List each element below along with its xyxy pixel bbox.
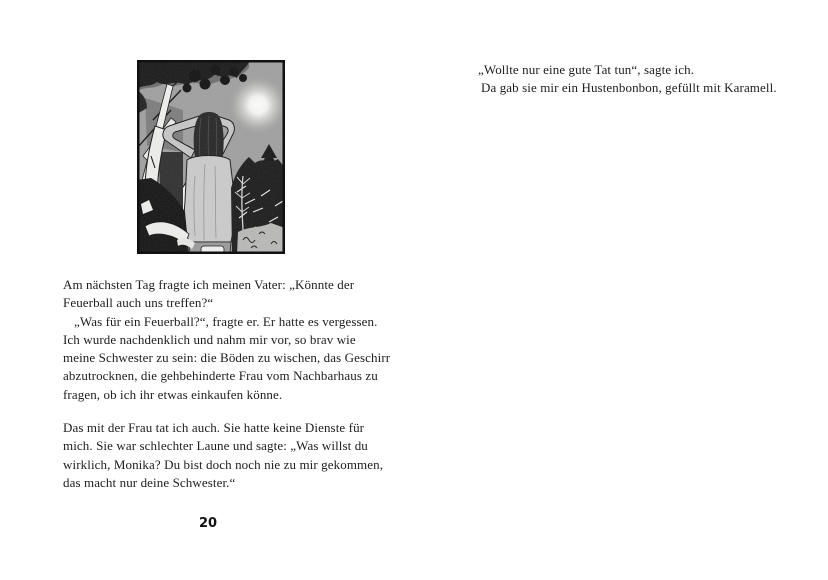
text-line: Da gab sie mir ein Hustenbonbon, gefüllt mit Karamell. [481, 80, 777, 96]
text-line: Das mit der Frau tat ich auch. Sie hatte keine Dienste für [63, 420, 365, 436]
text-line: Feuerball auch uns treffen?“ [63, 295, 214, 311]
text-line: fragen, ob ich ihr etwas einkaufen könne. [63, 386, 283, 402]
grain-texture [137, 60, 285, 254]
left-page-text [63, 276, 390, 492]
story-illustration [137, 60, 285, 254]
text-line: meine Schwester zu sein: die Böden zu wischen, das Geschirr [63, 350, 391, 366]
page-number: 20 [198, 516, 218, 531]
text-line: Ich wurde nachdenklich und nahm mir vor, so brav wie [63, 331, 356, 347]
text-line: „Wollte nur eine gute Tat tun“, sagte ich. [478, 62, 695, 77]
right-page-text [478, 61, 777, 98]
text-line: wirklich, Monika? Du bist doch noch nie zu mir gekommen, [63, 456, 384, 472]
paragraph-block [63, 419, 390, 492]
text-line: mich. Sie war schlechter Laune und sagte: „Was willst du [63, 438, 368, 454]
illustration-canvas [137, 60, 285, 254]
paragraph-block [63, 276, 390, 404]
text-line: das macht nur deine Schwester.“ [63, 474, 236, 490]
text-line: abzutrocknen, die gehbehinderte Frau vom Nachbarhaus zu [63, 368, 378, 384]
text-line: Am nächsten Tag fragte ich meinen Vater: „Könnte der [63, 277, 355, 292]
text-line: „Was für ein Feuerball?“, fragte er. Er hatte es vergessen. [74, 313, 378, 329]
